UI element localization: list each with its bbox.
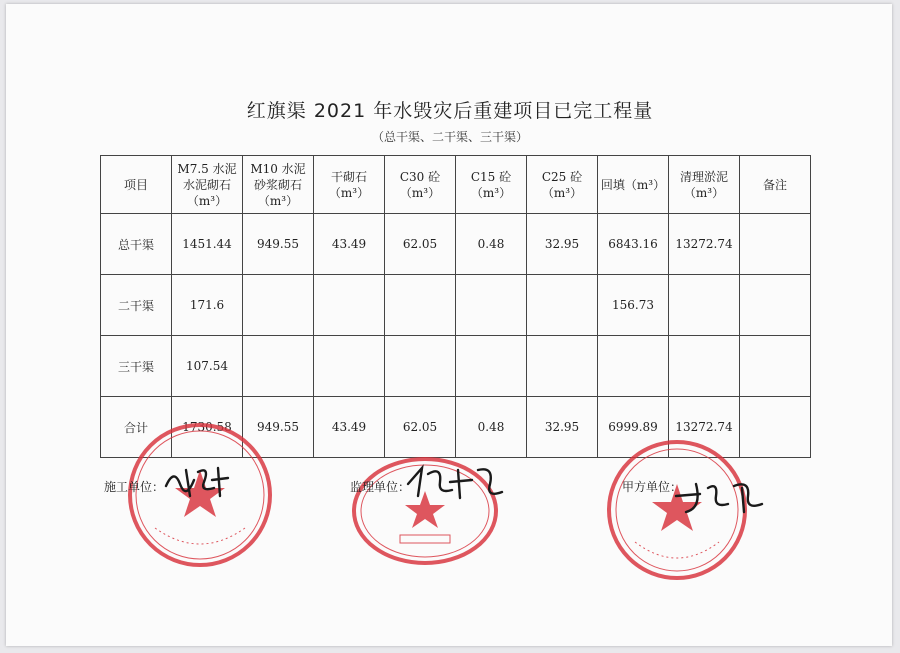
table-cell: 1451.44 xyxy=(172,214,243,275)
table-cell: 949.55 xyxy=(243,214,314,275)
row-label: 总干渠 xyxy=(101,214,172,275)
table-cell xyxy=(314,336,385,397)
column-header: M10 水泥 砂浆砌石 （m³） xyxy=(243,156,314,214)
table-cell: 171.6 xyxy=(172,275,243,336)
owner-unit-label: 甲方单位： xyxy=(622,480,683,494)
table-cell xyxy=(740,397,811,458)
table-cell xyxy=(243,336,314,397)
construction-signature xyxy=(160,462,230,502)
row-label: 合计 xyxy=(101,397,172,458)
construction-unit-label: 施工单位： xyxy=(104,480,165,494)
table-cell xyxy=(527,275,598,336)
table-cell xyxy=(740,214,811,275)
table-cell xyxy=(456,336,527,397)
table-cell: 62.05 xyxy=(385,214,456,275)
table-cell xyxy=(669,275,740,336)
table-header-row xyxy=(101,156,811,214)
table-cell xyxy=(527,336,598,397)
table-cell: 13272.74 xyxy=(669,397,740,458)
column-header: 备注 xyxy=(740,156,811,214)
column-header: M7.5 水泥 水泥砌石 （m³） xyxy=(172,156,243,214)
column-header: C25 砼 （m³） xyxy=(527,156,598,214)
table-cell xyxy=(740,336,811,397)
column-header: 项目 xyxy=(101,156,172,214)
table-cell: 43.49 xyxy=(314,214,385,275)
page-title: 红旗渠 2021 年水毁灾后重建项目已完工程量 xyxy=(246,100,654,122)
table-cell xyxy=(740,275,811,336)
table-cell: 32.95 xyxy=(527,397,598,458)
column-header: 回填（m³） xyxy=(598,156,669,214)
page-subtitle: （总干渠、二干渠、三干渠） xyxy=(371,130,528,144)
table-cell: 62.05 xyxy=(385,397,456,458)
table-cell: 1730.58 xyxy=(172,397,243,458)
table-cell: 949.55 xyxy=(243,397,314,458)
table-cell: 0.48 xyxy=(456,214,527,275)
supervision-unit-label: 监理单位： xyxy=(350,480,411,494)
table-cell xyxy=(669,336,740,397)
table-cell xyxy=(456,275,527,336)
supervision-signature xyxy=(402,462,512,504)
table-cell xyxy=(243,275,314,336)
table-cell: 107.54 xyxy=(172,336,243,397)
table-cell: 13272.74 xyxy=(669,214,740,275)
row-label: 二干渠 xyxy=(101,275,172,336)
table-row xyxy=(101,214,811,275)
column-header: 干砌石 （m³） xyxy=(314,156,385,214)
column-header: C30 砼 （m³） xyxy=(385,156,456,214)
table-cell xyxy=(598,336,669,397)
table-cell xyxy=(385,275,456,336)
table-row xyxy=(101,336,811,397)
table-row xyxy=(101,275,811,336)
table-cell xyxy=(314,275,385,336)
table-cell: 32.95 xyxy=(527,214,598,275)
table-cell: 6843.16 xyxy=(598,214,669,275)
quantity-table xyxy=(100,155,811,458)
table-cell: 156.73 xyxy=(598,275,669,336)
owner-signature xyxy=(672,478,767,516)
table-cell: 6999.89 xyxy=(598,397,669,458)
table-cell: 43.49 xyxy=(314,397,385,458)
column-header: 清理淤泥 （m³） xyxy=(669,156,740,214)
table-cell xyxy=(385,336,456,397)
row-label: 三干渠 xyxy=(101,336,172,397)
column-header: C15 砼 （m³） xyxy=(456,156,527,214)
table-cell: 0.48 xyxy=(456,397,527,458)
